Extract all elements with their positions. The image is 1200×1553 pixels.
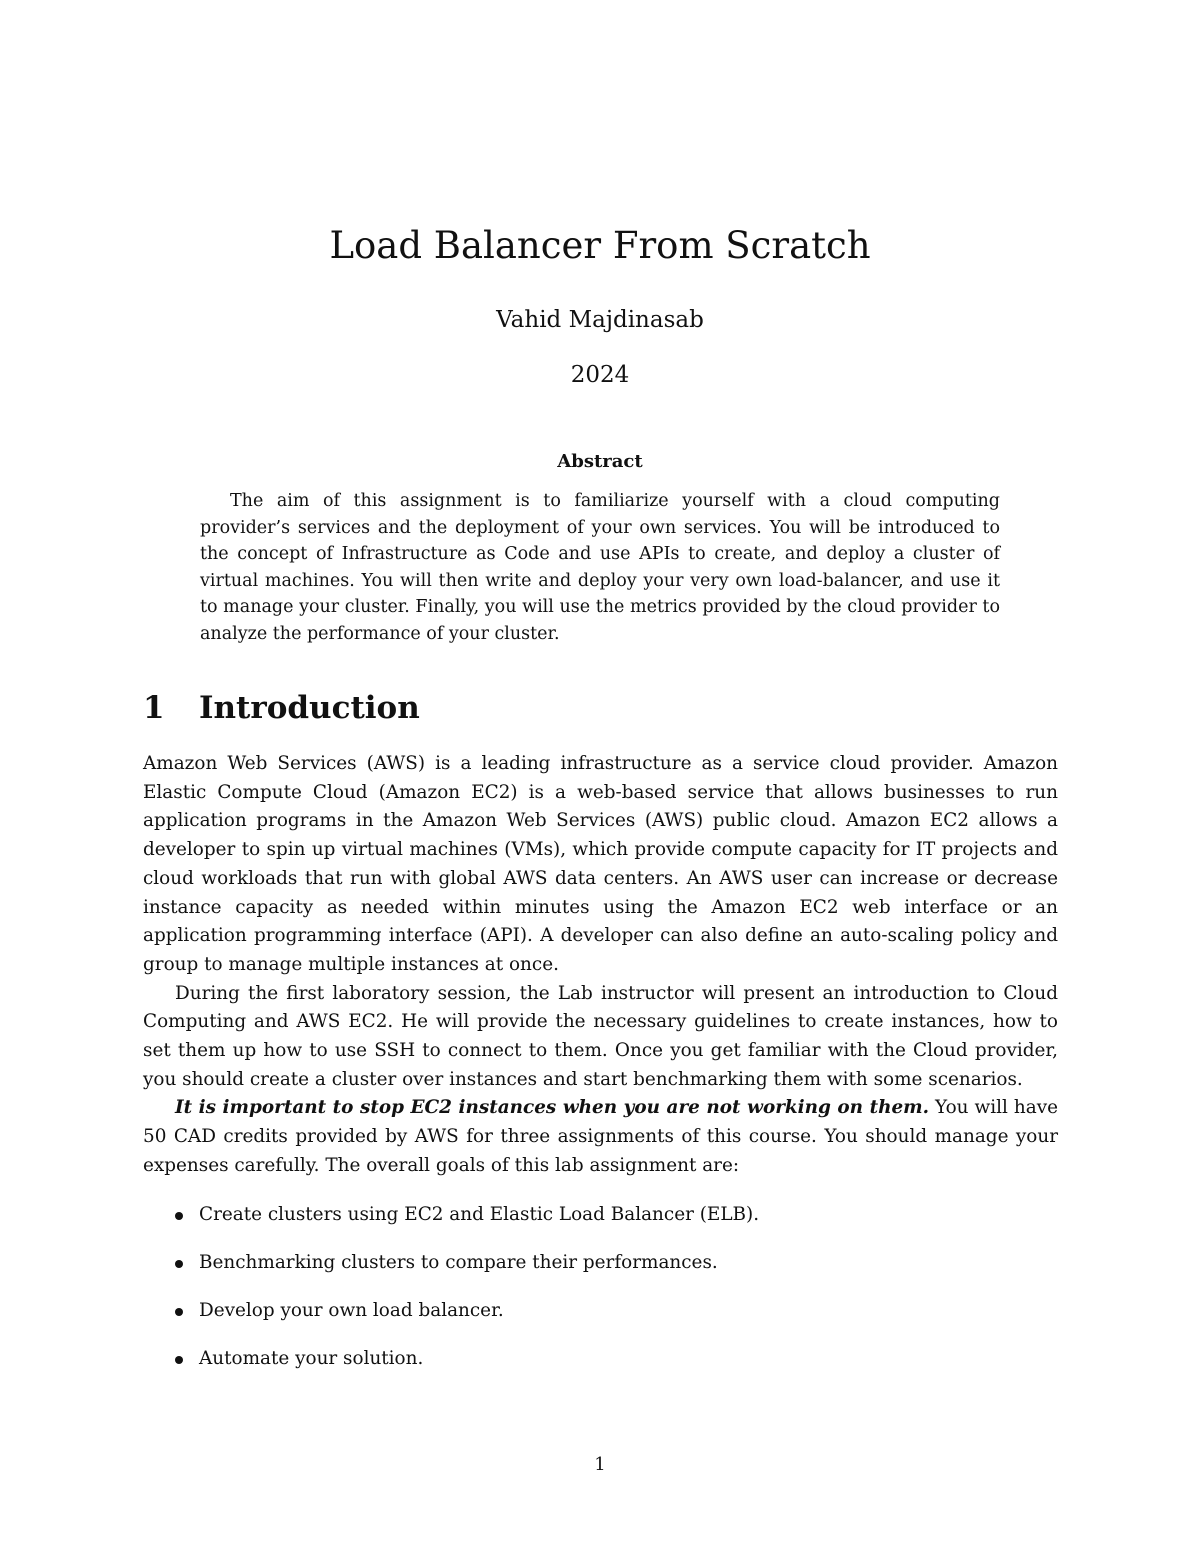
publication-date: 2024 — [570, 362, 630, 388]
goal-text: Benchmarking clusters to compare their performances. — [199, 1251, 718, 1273]
abstract-heading: Abstract — [557, 451, 643, 472]
goal-text: Develop your own load balancer. — [199, 1299, 504, 1321]
intro-paragraph-3 — [143, 1094, 1058, 1180]
section-body — [143, 750, 1058, 1393]
goal-text: Create clusters using EC2 and Elastic Load Balancer (ELB). — [199, 1203, 760, 1225]
list-item — [143, 1345, 1058, 1374]
intro-paragraph-2: During the first laboratory session, the Lab instructor will present an introduction to Cloud Computing and AWS EC2. He will provide the necessary guidelines to create instances, how to set them up how to use SSH to connect to them. Once you get familiar with the Cloud provider, you should create a cluster over instances and start benchmarking them with some scenarios. — [143, 982, 1058, 1090]
section-title: Introduction — [199, 690, 420, 726]
paper-title: Load Balancer From Scratch — [329, 224, 871, 267]
bullet-icon — [175, 1212, 183, 1220]
abstract-text: The aim of this assignment is to familiarize yourself with a cloud computing provider’s services and the deployment of your own services. You will be introduced to the concept of Infrastructure as Code and use APIs to create, and deploy a cluster of virtual machines. You will then write and deploy your very own load-balancer, and use it to manage your cluster. Finally, you will use the metrics provided by the cloud provider to analyze the performance of your cluster. — [200, 491, 1000, 644]
list-item — [143, 1201, 1058, 1230]
goal-text: Automate your solution. — [199, 1348, 424, 1370]
goals-list — [143, 1201, 1058, 1374]
intro-paragraph-1: Amazon Web Services (AWS) is a leading infrastructure as a service cloud provider. Amazon Elastic Compute Cloud (Amazon EC2) is a web-based service that allows businesses to run application programs in the Amazon Web Services (AWS) public cloud. Amazon EC2 allows a developer to spin up virtual machines (VMs), which provide compute capacity for IT projects and cloud workloads that run with global AWS data centers. An AWS user can increase or decrease instance capacity as needed within minutes using the Amazon EC2 web interface or an application programming interface (API). A developer can also define an auto-scaling policy and group to manage multiple instances at once. — [143, 753, 1058, 975]
list-item — [143, 1249, 1058, 1278]
page-number: 1 — [594, 1454, 606, 1475]
credits-text: You will have 50 CAD credits provided by AWS for three assignments of this course. You should manage your expenses carefully. The overall goals of this lab assignment are: — [143, 1097, 1058, 1176]
list-item — [143, 1297, 1058, 1326]
author-name: Vahid Majdinasab — [496, 307, 704, 333]
bullet-icon — [175, 1356, 183, 1364]
emphasis-warning: It is important to stop EC2 instances when you are not working on them. — [175, 1097, 930, 1119]
section-number: 1 — [143, 690, 165, 726]
bullet-icon — [175, 1260, 183, 1268]
section-heading — [143, 686, 420, 730]
bullet-icon — [175, 1308, 183, 1316]
